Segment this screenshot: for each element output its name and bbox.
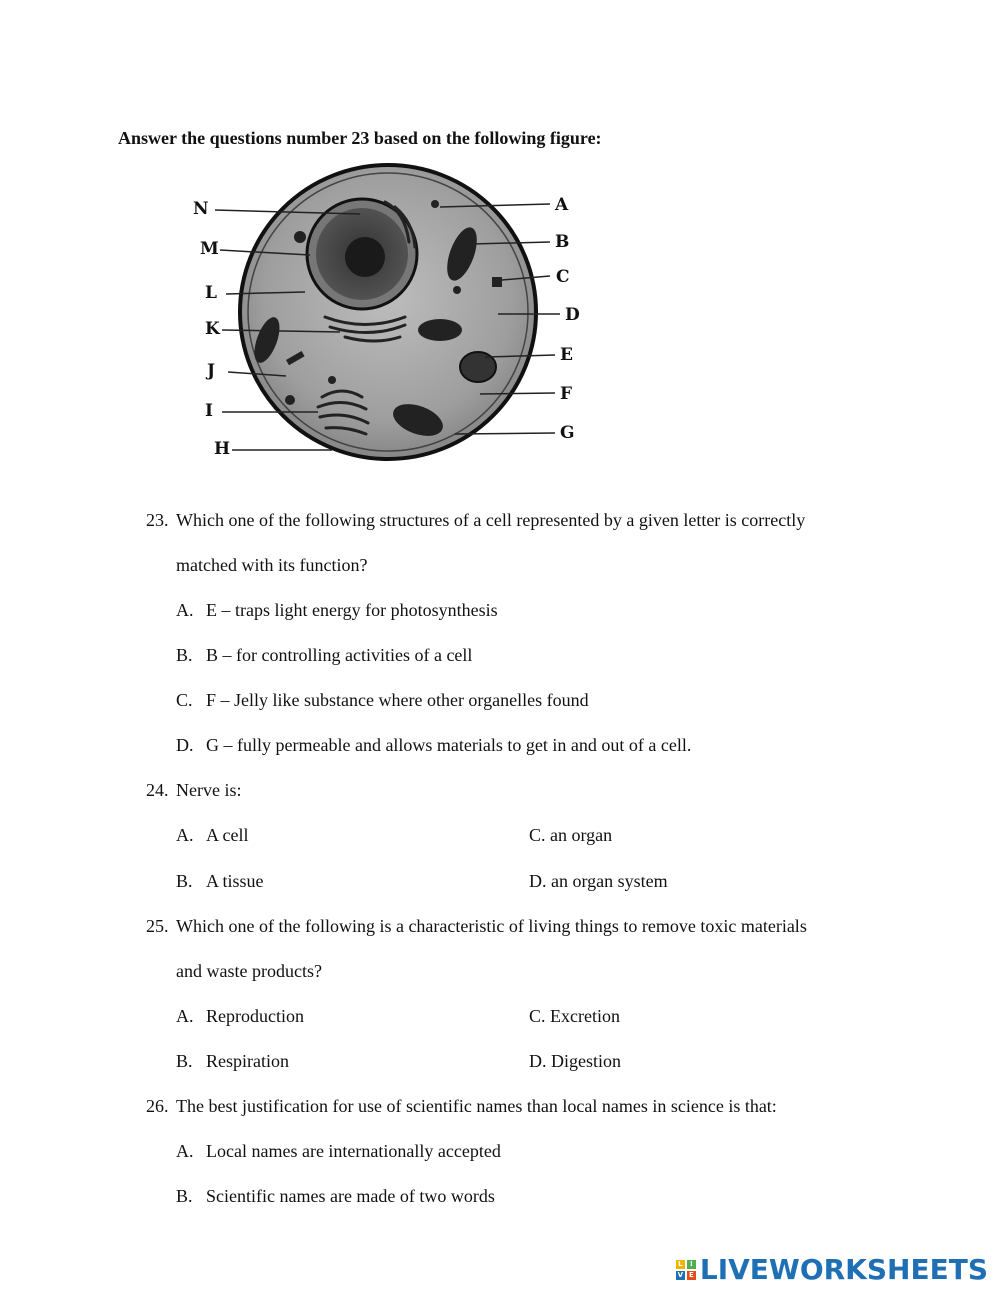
q23-option-b[interactable] [176, 645, 472, 666]
label-l: L [205, 283, 217, 303]
logo-tile: E [687, 1271, 696, 1280]
question-text: Nerve is: [176, 780, 242, 800]
option-letter: D. [529, 871, 547, 891]
question-text: Which one of the following structures of a cell represented by a given letter is correctly [176, 510, 806, 530]
label-i: I [205, 401, 213, 421]
nucleolus [345, 237, 385, 277]
q26-option-a[interactable] [176, 1141, 501, 1162]
option-text: F – Jelly like substance where other organelles found [206, 690, 589, 710]
option-letter: B. [176, 1186, 193, 1206]
option-text: A tissue [206, 871, 264, 891]
option-text: an organ [550, 825, 613, 845]
option-text: Respiration [206, 1051, 289, 1071]
q25-option-c[interactable] [529, 1006, 620, 1027]
label-n: N [193, 199, 209, 219]
instruction-heading: Answer the questions number 23 based on the following figure: [118, 128, 602, 148]
cell-diagram [150, 162, 630, 477]
question-25-line2: and waste products? [176, 961, 322, 981]
option-letter: A. [176, 1141, 194, 1161]
option-letter: C. [529, 1006, 546, 1026]
q23-option-a[interactable] [176, 600, 498, 621]
option-text: G – fully permeable and allows materials to get in and out of a cell. [206, 735, 692, 755]
q25-option-a[interactable] [176, 1006, 304, 1027]
label-d: D [565, 305, 580, 325]
q25-option-d[interactable] [529, 1051, 621, 1072]
question-number: 23. [146, 510, 169, 530]
liveworksheets-logo [676, 1253, 988, 1286]
question-26 [146, 1096, 777, 1117]
option-letter: C. [176, 690, 193, 710]
logo-tile: I [687, 1260, 696, 1269]
label-m: M [200, 239, 219, 259]
label-b: B [555, 232, 570, 252]
label-k: K [205, 319, 220, 339]
q24-option-b[interactable] [176, 871, 264, 892]
option-text: Excretion [550, 1006, 620, 1026]
label-j: J [207, 361, 216, 381]
option-letter: A. [176, 1006, 194, 1026]
option-text: E – traps light energy for photosynthesis [206, 600, 498, 620]
question-number: 24. [146, 780, 169, 800]
label-f: F [560, 384, 573, 404]
option-text: A cell [206, 825, 249, 845]
option-letter: D. [176, 735, 194, 755]
option-letter: C. [529, 825, 546, 845]
question-24 [146, 780, 241, 801]
option-text: Scientific names are made of two words [206, 1186, 495, 1206]
q23-option-c[interactable] [176, 690, 589, 711]
logo-tiles-icon [676, 1260, 696, 1280]
q25-option-b[interactable] [176, 1051, 289, 1072]
question-number: 25. [146, 916, 169, 936]
option-text: Reproduction [206, 1006, 304, 1026]
label-a: A [555, 195, 569, 215]
q24-option-d[interactable] [529, 871, 668, 892]
option-text: Digestion [551, 1051, 621, 1071]
label-c: C [556, 267, 570, 287]
logo-tile: V [677, 1270, 684, 1279]
question-23-line2: matched with its function? [176, 555, 368, 575]
question-25 [146, 916, 807, 937]
option-text: B – for controlling activities of a cell [206, 645, 473, 665]
q24-option-c[interactable] [529, 825, 612, 846]
q23-option-d[interactable] [176, 735, 691, 756]
cell-diagram-svg [150, 162, 630, 477]
option-letter: A. [176, 600, 194, 620]
option-letter: B. [176, 871, 193, 891]
label-h: H [214, 439, 231, 459]
option-letter: B. [176, 645, 193, 665]
question-text: Which one of the following is a characteristic of living things to remove toxic materials [176, 916, 807, 936]
option-letter: B. [176, 1051, 193, 1071]
option-letter: D. [529, 1051, 547, 1071]
option-text: Local names are internationally accepted [206, 1141, 501, 1161]
question-number: 26. [146, 1096, 169, 1116]
label-e: E [560, 345, 573, 365]
q24-option-a[interactable] [176, 825, 249, 846]
logo-text: LIVEWORKSHEETS [699, 1253, 988, 1286]
question-23 [146, 510, 805, 531]
question-text: The best justification for use of scientific names than local names in science is that: [176, 1096, 777, 1116]
option-text: an organ system [551, 871, 668, 891]
logo-tile: L [676, 1260, 685, 1269]
q26-option-b[interactable] [176, 1186, 495, 1207]
option-letter: A. [176, 825, 194, 845]
label-g: G [560, 423, 575, 443]
